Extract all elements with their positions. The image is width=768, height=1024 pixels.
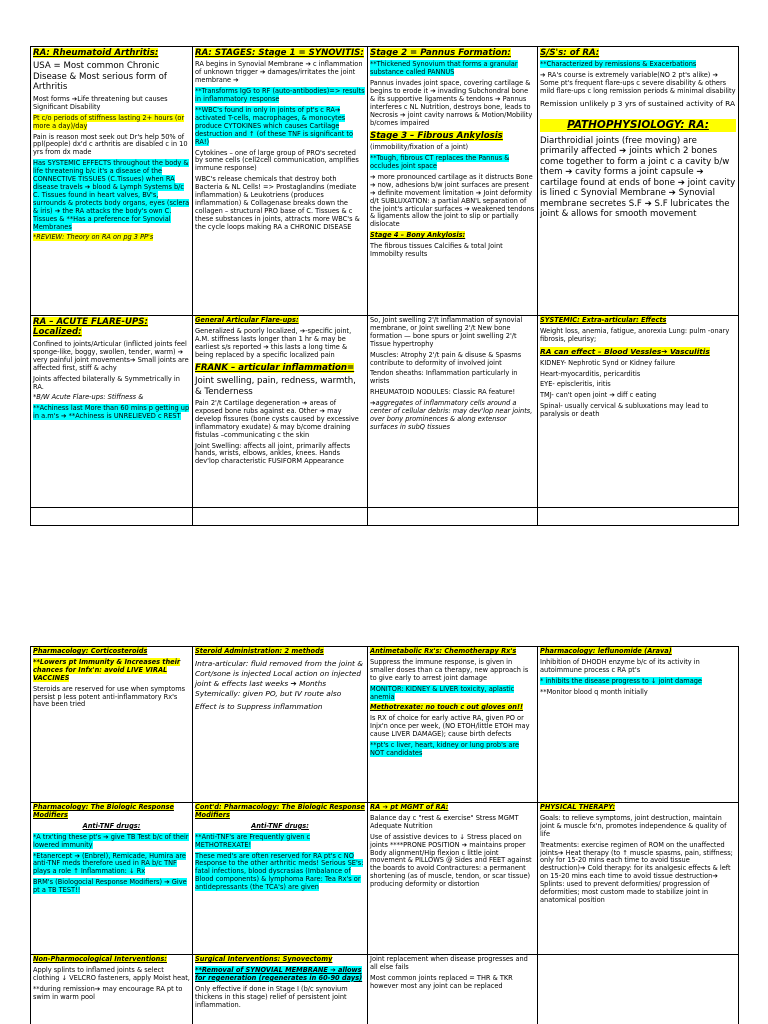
note-paragraph <box>195 48 365 58</box>
note-paragraph <box>540 403 736 419</box>
note-paragraph <box>33 686 190 710</box>
note-text: Muscles: Atrophy 2'/t pain & disuse & Spasms contribute to deformity of involved joint <box>370 350 522 367</box>
note-paragraph <box>33 956 190 964</box>
note-paragraph <box>195 967 365 983</box>
note-paragraph <box>370 370 535 386</box>
cell-corticosteroids <box>31 647 193 803</box>
note-text: PHYSICAL THERAPY: <box>540 803 616 811</box>
note-text: **Transforms IgG to RF (auto-antibodies)=> results in inflammatory response <box>195 87 365 104</box>
note-paragraph <box>370 956 535 972</box>
note-text: Most common joints replaced = THR & TKR however most any joint can be replaced <box>370 973 513 990</box>
note-paragraph <box>33 986 190 1002</box>
note-paragraph <box>370 48 535 58</box>
note-text: MONITOR: KIDNEY & LIVER toxicity, aplastic anemia <box>370 684 515 701</box>
note-paragraph <box>33 317 190 338</box>
table-row <box>31 47 739 316</box>
note-paragraph <box>540 815 736 839</box>
note-text: Joints affected bilaterally & Symmetrically in RA. <box>33 374 180 391</box>
note-paragraph <box>540 381 736 389</box>
note-text: **pt's c liver, heart, kidney or lung prob's are NOT candidates <box>370 741 520 757</box>
note-paragraph <box>195 986 365 1010</box>
note-text: Steroids are reserved for use when symptoms persist p less potent anti-inflammatory Rx's have been tried <box>33 684 186 709</box>
note-text: The fibrous tissues Calcifies & total Joint Immobilty results <box>370 242 503 259</box>
cell-systemic-effects <box>538 316 739 508</box>
note-text: BRM's (Biologocial Response Modifiers) ➔ Give pt a TB TEST!! <box>33 878 187 895</box>
note-text: Pharmacology: leflunomide (Arava) <box>540 647 672 655</box>
note-paragraph <box>195 400 365 440</box>
note-text: **during remission➔ may encourage RA pt to swim in warm pool <box>33 984 183 1001</box>
note-text: USA = Most common Chronic Disease & Most serious form of Arthritis <box>33 61 167 93</box>
note-text: **Tough, fibrous CT replaces the Pannus & occludes joint space <box>370 154 510 171</box>
note-paragraph <box>370 80 535 127</box>
note-text: **Lowers pt Immunity & Increases their chances for Infx'n: avoid LIVE VIRAL VACCINES <box>33 657 181 682</box>
note-paragraph <box>33 96 190 112</box>
top-notes-table <box>30 46 739 526</box>
note-paragraph <box>370 648 535 656</box>
note-text: General Articular Flare-ups: <box>195 316 299 324</box>
cell-acute-flare-ups <box>31 316 193 508</box>
note-text: Effect is to Suppress inflammation <box>195 701 323 711</box>
cell-joint-replacement <box>368 955 538 1024</box>
note-text: Anti-TNF drugs: <box>82 821 141 830</box>
cell-ss-of-ra <box>538 47 739 316</box>
note-paragraph <box>370 174 535 229</box>
cell-physical-therapy <box>538 803 739 955</box>
note-paragraph <box>370 742 535 758</box>
note-text: RA – ACUTE FLARE-UPS: Localized: <box>33 317 148 338</box>
note-text: Joint Swelling: affects all joint, primarily affects hands, wrists, elbows, ankles, knees. Hands dev'lop characteristic FUSIFORM Appearance <box>195 441 351 466</box>
note-paragraph <box>540 842 736 905</box>
note-text: Pain 2'/t Cartilage degeneration ➔ areas of exposed bone rubs against ea. Other ➔ may develop fissures (bone cysts caused by excessive inflammatory exudate) & may b/come draining fistulas –communicating c the skin <box>195 398 359 439</box>
note-paragraph <box>370 804 535 812</box>
note-paragraph <box>370 400 535 432</box>
note-paragraph <box>370 715 535 739</box>
cell-pt-mgmt-of-ra <box>368 803 538 955</box>
note-paragraph <box>370 975 535 991</box>
note-paragraph <box>540 648 736 656</box>
cell-steroid-administration <box>193 647 368 803</box>
note-text: *B/W Acute Flare-ups: Stiffness & <box>33 393 144 402</box>
note-paragraph <box>33 234 190 242</box>
cell-joint-swelling <box>368 316 538 508</box>
note-paragraph <box>33 804 190 820</box>
note-paragraph <box>33 61 190 92</box>
note-text: Treatments: exercise regimen of ROM on the unaffected joints➔ Heat therapy (to ↑ muscle spasms, pain, stiffness; only for 15-20 mins each time to avoid tissue destruction)➔ Cold therapy: for its analgesic effects & left on 15-20 mins each time to avoid tissue destruction➔ Splints: used to prevent deformities/ progression of deformities; most custom made to stabilize joint in anatomical position <box>540 840 733 904</box>
note-paragraph <box>195 61 365 85</box>
note-text: KIDNEY- Nephrotic Synd or Kidney failure <box>540 358 676 367</box>
cell-stage-2-pannus-formation <box>368 47 538 316</box>
note-text: Suppress the immune response, is given in smaller doses than ca therapy, new approach is to give early to arrest joint damage <box>370 657 529 682</box>
note-text: Pharmacology: The Biologic Response Modifiers <box>33 803 174 819</box>
cell-leflunomide <box>538 647 739 803</box>
note-paragraph <box>195 328 365 360</box>
note-paragraph <box>33 160 190 231</box>
note-paragraph <box>195 956 365 964</box>
note-paragraph <box>33 376 190 392</box>
note-paragraph <box>540 360 736 368</box>
note-text: Diarthroidial joints (free moving) are primarily affected ➔ joints which 2 bones come together to form a joint c a cavity b/w them ➔ cavity forms a joint capsule ➔ cartilage found at ends of bone ➔ joint cavity is lined c Synovial Membrane ➔ Synovial membrane secretes S.F ➔ S.F lubricates the joint & allows for smooth movement <box>540 135 736 219</box>
note-text: Goals: to relieve symptoms, joint destruction, maintain joint & muscle fx'n, promotes independence & quality of life <box>540 813 727 838</box>
note-text: **Anti-TNF's are Frequently given c METHOTREXATE! <box>195 832 311 849</box>
note-text: Use of assistive devices to ↓ Stress placed on joints ****PRONE POSITION ➔ maintains proper Body alignment/Hip flexion c little joint movement & PILLOWS @ Sides and FEET against the boards to avoid Contractures: a permanent shortening (as of muscle, tendon, or scar tissue) producing deformity or distortion <box>370 832 532 889</box>
note-paragraph <box>195 88 365 104</box>
note-paragraph <box>370 243 535 259</box>
note-paragraph <box>195 823 365 831</box>
empty-cell <box>368 508 538 526</box>
note-text: Intra-articular: fluid removed from the joint & Cort/sone is injected Local action on injected joint & effects last weeks ➔ Months Sytemically: given PO, but IV route also <box>195 658 364 698</box>
note-paragraph <box>195 702 365 712</box>
note-text: Antimetabolic Rx's: Chemotherapy Rx's <box>370 647 517 655</box>
note-paragraph <box>370 389 535 397</box>
note-paragraph <box>195 317 365 325</box>
note-paragraph <box>370 704 535 712</box>
note-text: Stage 3 – Fibrous Ankylosis <box>370 130 503 141</box>
table-row <box>31 803 739 955</box>
note-text: Cont'd: Pharmacology: The Biologic Response Modifiers <box>195 803 365 819</box>
note-paragraph <box>33 659 190 683</box>
note-text: Pharmacology: Corticosteroids <box>33 647 148 655</box>
note-text: *A trx'ting these pt's ➔ give TB Test b/c of their lowered immunity <box>33 832 189 849</box>
note-paragraph <box>195 834 365 850</box>
note-text: Stage 4 – Bony Ankylosis: <box>370 231 466 240</box>
cell-ra-stage-1-synovitis <box>193 47 368 316</box>
note-paragraph <box>540 678 736 686</box>
note-text: S/S's: of RA: <box>540 48 600 58</box>
note-paragraph <box>195 659 365 699</box>
note-paragraph <box>540 61 736 69</box>
note-paragraph <box>370 659 535 683</box>
note-paragraph <box>33 823 190 831</box>
note-text: RHEUMATOID NODULES: Classic RA feature! <box>370 388 516 397</box>
note-text: Pt c/o periods of stiffness lasting 2+ hours (or more a day)/day <box>33 113 185 130</box>
note-paragraph <box>195 853 365 893</box>
note-text: TMJ- can't open joint ➔ diff c eating <box>540 391 657 400</box>
table-row <box>31 508 739 526</box>
note-text: EYE- episcleritis, iritis <box>540 380 611 389</box>
note-text: **Monitor blood q month initially <box>540 687 648 696</box>
cell-antimetabolic <box>368 647 538 803</box>
note-text: **Removal of SYNOVIAL MEMBRANE ➔ allows for regeneration (regenerates in 60-90 days) <box>195 965 363 982</box>
note-text: Surgical Interventions: Synovectomy <box>195 955 333 963</box>
note-text: RA begins in Synovial Membrane ➔ c inflammation of unknown trigger ➔ damages/irritates the joint membrane ➔ <box>195 60 363 85</box>
note-paragraph <box>195 648 365 656</box>
note-text: ➔ RA's course is extremely variable(NO 2 pt's alike) ➔ Some pt's frequent flare-ups c severe disability & others mild flare-ups c long remission periods & minimal disability <box>540 71 736 96</box>
note-paragraph <box>33 134 190 158</box>
note-paragraph <box>370 131 535 141</box>
note-paragraph <box>33 115 190 131</box>
bottom-notes-table <box>30 646 739 1024</box>
note-paragraph <box>370 686 535 702</box>
note-paragraph <box>195 443 365 467</box>
note-paragraph <box>540 804 736 812</box>
note-text: So, Joint swelling 2'/t inflammation of synovial membrane, or Joint swelling 2'/t New bone formation — bone spurs or Joint swelling 2'/t Tissue hypertrophy <box>370 316 523 348</box>
table-row <box>31 647 739 803</box>
note-paragraph <box>33 394 190 402</box>
cell-surgical-interventions <box>193 955 368 1024</box>
note-text: ➔aggregates of inflammatory cells around a center of cellular debris: may dev'lop near joints, over bony prominences & along extensor surfaces in subQ tissues <box>370 399 533 431</box>
note-text: Only effective if done in Stage I (b/c synovium thickens in this stage) relief of persistent joint inflammation. <box>195 984 348 1009</box>
note-paragraph <box>33 405 190 421</box>
cell-biologic-response-modifiers-contd <box>193 803 368 955</box>
note-paragraph <box>540 328 736 344</box>
note-text: *Etanercept ➔ (Enbrel), Remicade, Humira are anti-TNF meds therefore used in RA b/c TNF plays a role ↑ Inflammation: ↓ Rx <box>33 851 186 876</box>
note-paragraph <box>540 72 736 96</box>
note-text: RA ➔ pt MGMT of RA: <box>370 803 449 811</box>
note-text: SYSTEMIC: Extra-articular: Effects <box>540 316 667 324</box>
note-text: RA can effect – Blood Vessles➔ Vasculitis <box>540 346 710 356</box>
note-text: Non-Pharmocological Interventions: <box>33 955 167 963</box>
note-text: RA: Rheumatoid Arthritis: <box>33 48 159 58</box>
note-paragraph <box>540 136 736 220</box>
note-paragraph <box>195 804 365 820</box>
note-paragraph <box>370 155 535 171</box>
note-paragraph <box>370 317 535 349</box>
note-text: PATHOPHYSIOLOGY: RA: <box>567 119 709 132</box>
note-paragraph <box>370 834 535 889</box>
note-paragraph <box>195 376 365 397</box>
note-paragraph <box>370 61 535 77</box>
note-paragraph <box>195 363 365 373</box>
note-paragraph <box>540 48 736 58</box>
note-paragraph <box>540 659 736 675</box>
note-paragraph <box>540 689 736 697</box>
note-paragraph <box>540 99 736 109</box>
note-text: Spinal- usually cervical & subluxations may lead to paralysis or death <box>540 402 709 419</box>
note-text: FRANK – articular inflammation= <box>195 362 355 373</box>
empty-cell <box>31 508 193 526</box>
empty-cell <box>538 955 739 1024</box>
empty-cell <box>193 508 368 526</box>
cell-biologic-response-modifiers <box>31 803 193 955</box>
note-paragraph <box>370 815 535 831</box>
note-text: RA: STAGES: Stage 1 = SYNOVITIS: <box>195 48 364 58</box>
note-text: Confined to joints/Articular (inflicted joints feel sponge-like, boggy, swollen, tender, warm) ➔ very painful joint movements➔ Small joints are affected first, stiff & achy <box>33 339 189 372</box>
note-paragraph <box>540 317 736 325</box>
note-text: Is RX of choice for early active RA, given PO or Injx'n once per week, (NO ETOH/little ETOH may cause LIVER DAMAGE); cause birth defects <box>370 714 530 739</box>
note-text: Methotrexate: no touch c out gloves on!! <box>370 703 523 712</box>
note-text: Generalized & poorly localized, ➔-specific joint, A.M. stiffness lasts longer than 1 hr & may be earliest s/s reported ➔ this lasts a long time & being replaced by a specific localized pain <box>195 326 352 359</box>
note-text: ➔ more pronounced cartilage as it distructs Bone ➔ now, adhesions b/w joint surfaces are present ➔ definite movement limitation ➔ Joint deformity d/t SUBLUXATION: a partial ABN'L separation of the joint's articular surfaces ➔ weakened tendons & ligaments allow the joint to slip or partially dislocate <box>370 172 535 229</box>
note-text: Steroid Administration: 2 methods <box>195 647 324 655</box>
note-paragraph <box>33 967 190 983</box>
note-paragraph <box>33 48 190 58</box>
table-row <box>31 955 739 1024</box>
note-text: Has SYSTEMIC EFFECTS throughout the body & life threatening b/c it's a disease of the CONNECTIVE TISSUES (C.Tissues) when RA disease travels ➔ blood & Lymph Systems b/c C. Tissues found in heart valves, BV's, surrounds & protects body organs, eyes (sclera & iris) ➔ the RA attacks the body's own C. Tissues & **Has a preference for Synovial Membranes <box>33 159 190 231</box>
note-text: These med's are often reserved for RA pt's c NO Response to the other arthritic meds! Serious SE's: fatal infections, blood dyscrasias (Imbalance of Blood components) & lymphoma Rare: Tea Rx's or antidepressants (the TCA's) are given <box>195 851 364 892</box>
note-paragraph <box>370 352 535 368</box>
note-text: WBC's release chemicals that destroy both Bacteria & NL Cells! => Prostaglandins (mediate inflammation) & Leukotriens (produces inflammation) & Collagenase breaks down the collagen – structural PRO base of C. Tissues & c these substances in joints, attracts more WBC's & the cycle loops making RA a CHRONIC DISEASE <box>195 175 360 231</box>
note-paragraph <box>33 341 190 373</box>
note-paragraph <box>540 371 736 379</box>
note-paragraph <box>370 232 535 240</box>
note-text: Most forms ➔Life threatening but causes Significant Disability <box>33 94 168 111</box>
note-paragraph <box>370 144 535 152</box>
note-text: Balance day c "rest & exercise" Stress MGMT Adequate Nutrition <box>370 813 519 830</box>
note-text: Weight loss, anemia, fatigue, anorexia Lung: pulm -onary fibrosis, pleurisy; <box>540 326 730 343</box>
cell-general-articular-flare-ups <box>193 316 368 508</box>
note-text: **WBC's found in only in joints of pt's c RA➔ activated T-cells, macrophages, & monocytes produce CYTOKINES which causes Cartilage destruction and ↑ (of these TNF is significant to RA!) <box>195 106 354 146</box>
table-row <box>31 316 739 508</box>
note-text: * inhibits the disease progress to ↓ joint damage <box>540 676 702 685</box>
note-paragraph <box>195 150 365 174</box>
note-text: Remission unlikely p 3 yrs of sustained activity of RA <box>540 99 735 109</box>
note-paragraph <box>33 879 190 895</box>
note-text: **Characterized by remissions & Exacerbations <box>540 60 697 69</box>
note-text: **Thickened Synovium that forms a granular substance called PANNUS <box>370 60 518 77</box>
cell-non-pharmacological <box>31 955 193 1024</box>
empty-cell <box>538 508 739 526</box>
note-paragraph <box>33 853 190 877</box>
note-paragraph <box>33 648 190 656</box>
note-text: Joint swelling, pain, redness, warmth, & Tenderness <box>195 376 356 397</box>
note-paragraph <box>540 392 736 400</box>
note-paragraph <box>195 176 365 231</box>
note-text: Heart-myocarditis, pericarditis <box>540 369 641 378</box>
note-text: Cytokines – one of large group of PRO's secreted by some cells (cell2cell communication, amplifies immune response) <box>195 148 359 173</box>
note-text: *REVIEW: Theory on RA on pg 3 PP's <box>33 233 154 242</box>
note-text: Pannus invades joint space, covering cartilage & begins to erode it ➔ invading Subchondral bone & its supportive ligaments & tendons ➔ Pannus interferes c NL Nutrition, destroys bone, leads to Necrosis ➔ joint cavity narrows & Motion/Mobility b/comes impaired <box>370 79 533 127</box>
note-paragraph <box>33 834 190 850</box>
note-paragraph <box>195 107 365 147</box>
note-text: Anti-TNF drugs: <box>251 821 309 830</box>
note-paragraph <box>540 119 736 132</box>
note-text: Inhibition of DHODH enzyme b/c of its activity in autoimmune process c RA pt's <box>540 657 700 674</box>
cell-ra-rheumatoid-arthritis <box>31 47 193 316</box>
note-text: Pain is reason most seek out Dr's help 50% of ppl(people) dx'd c arthritis are disabled c in 10 yrs from dx made <box>33 132 188 157</box>
note-text: Apply splints to inflamed joints & select clothing ↓ VELCRO fasteners, apply Moist heat, <box>33 965 190 982</box>
note-text: Tendon sheaths: Inflammation particularly in wrists <box>370 369 518 386</box>
note-text: Joint replacement when disease progresses and all else fails <box>370 955 528 971</box>
note-text: (immobility/fixation of a joint) <box>370 143 469 152</box>
note-text: **Achiness last More than 60 mins p getting up in a.m's ➔ **Achiness is UNRELIEVED c REST <box>33 404 190 421</box>
note-paragraph <box>540 347 736 357</box>
note-text: Stage 2 = Pannus Formation: <box>370 48 511 58</box>
